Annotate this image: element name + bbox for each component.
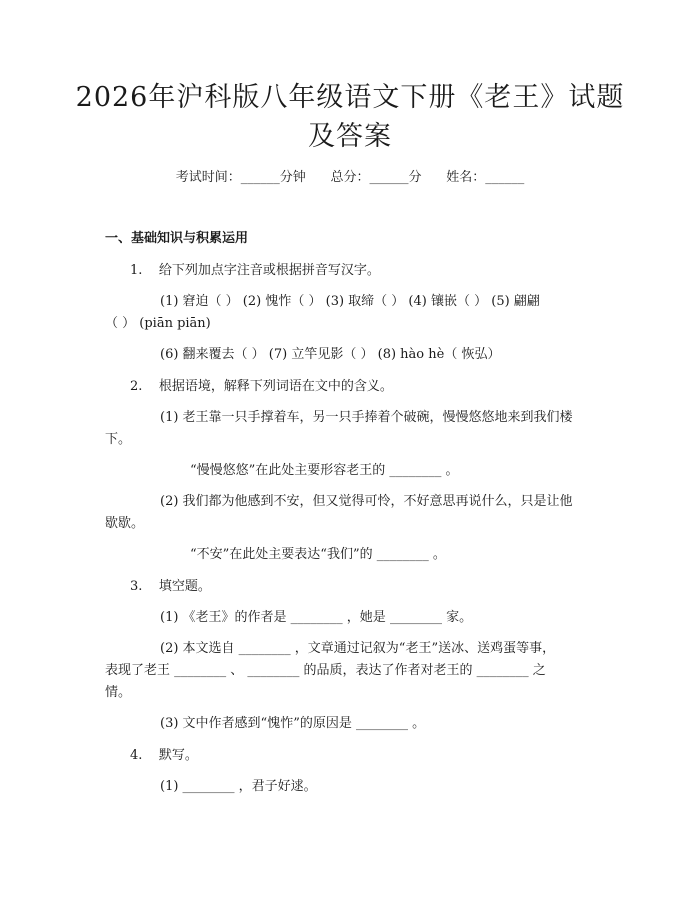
section-heading: 一、基础知识与积累运用 bbox=[105, 231, 249, 246]
question-4-item-1: (1) ________ ，君子好逑。 bbox=[160, 779, 317, 794]
question-2-prompt-2: “不安”在此处主要表达“我们”的 ________ 。 bbox=[190, 547, 446, 562]
page-title-line1: 2026年沪科版八年级语文下册《老王》试题 bbox=[75, 82, 625, 113]
question-4-stem: 4. 默写。 bbox=[130, 748, 198, 763]
question-1-items-b: （ ） (piān piān) bbox=[105, 316, 211, 331]
question-1-stem: 1. 给下列加点字注音或根据拼音写汉字。 bbox=[130, 263, 380, 278]
exam-info: 考试时间：______分钟 总分：______分 姓名：______ bbox=[175, 170, 525, 185]
question-3-item-3: (3) 文中作者感到“愧怍”的原因是 ________ 。 bbox=[160, 716, 426, 731]
question-3-stem: 3. 填空题。 bbox=[130, 579, 211, 594]
question-2-passage-2a: (2) 我们都为他感到不安，但又觉得可怜，不好意思再说什么，只是让他 bbox=[160, 494, 573, 509]
question-3-item-1: (1) 《老王》的作者是 ________ ，她是 ________ 家。 bbox=[160, 610, 473, 625]
question-3-item-2c: 情。 bbox=[105, 685, 132, 700]
page-title-line2: 及答案 bbox=[308, 121, 392, 152]
question-2-passage-1b: 下。 bbox=[105, 432, 132, 447]
question-3-item-2b: 表现了老王 ________ 、 ________ 的品质，表达了作者对老王的 ________ 之 bbox=[105, 663, 546, 678]
question-2-passage-2b: 歇歇。 bbox=[105, 516, 145, 531]
question-3-item-2a: (2) 本文选自 ________ ，文章通过记叙为“老王”送冰、送鸡蛋等事， bbox=[160, 641, 556, 656]
question-2-stem: 2. 根据语境，解释下列词语在文中的含义。 bbox=[130, 379, 393, 394]
question-1-items-c: (6) 翻来覆去（ ） (7) 立竿见影（ ） (8) hào hè（ 恢弘） bbox=[160, 347, 501, 362]
question-2-prompt-1: “慢慢悠悠”在此处主要形容老王的 ________ 。 bbox=[190, 463, 459, 478]
question-2-passage-1a: (1) 老王靠一只手撑着车，另一只手捧着个破碗，慢慢悠悠地来到我们楼 bbox=[160, 410, 573, 425]
question-1-items-a: (1) 窘迫（ ） (2) 愧怍（ ） (3) 取缔（ ） (4) 镶嵌（ ） (5) 翩翩 bbox=[160, 294, 540, 309]
